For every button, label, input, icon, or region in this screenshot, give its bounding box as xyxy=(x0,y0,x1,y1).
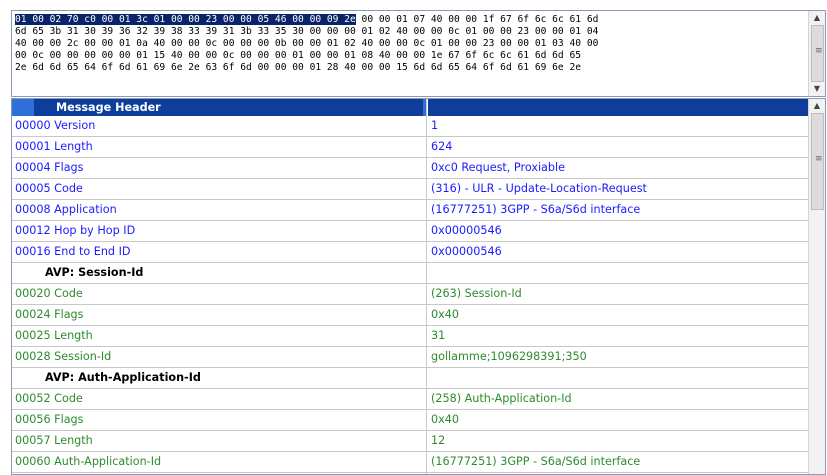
field-name: Version xyxy=(54,119,96,132)
field-name: Auth-Application-Id xyxy=(54,455,162,468)
field-offset: 00005 xyxy=(15,182,51,195)
field-name-cell xyxy=(15,116,424,136)
message-header-label: Message Header xyxy=(34,99,423,116)
hex-bytes: 00 0c 00 00 00 00 00 01 15 40 00 00 0c 00 00 00 01 00 00 01 08 40 00 00 1e 67 6f 6c 6c 61 6d 6d 65 xyxy=(15,50,582,61)
field-value: 12 xyxy=(431,434,446,447)
hex-dump-pane[interactable] xyxy=(11,10,826,97)
field-offset: 00025 xyxy=(15,329,51,342)
field-value: 0xc0 Request, Proxiable xyxy=(431,161,566,174)
field-row[interactable] xyxy=(12,137,808,158)
field-offset: 00004 xyxy=(15,161,51,174)
field-offset: 00020 xyxy=(15,287,51,300)
scroll-up-arrow-icon[interactable]: ▲ xyxy=(813,101,821,110)
field-name-cell xyxy=(15,410,424,430)
scrollbar-thumb[interactable] xyxy=(811,25,824,82)
field-name-cell xyxy=(15,326,424,346)
hex-selection[interactable]: 01 00 02 70 c0 00 01 3c 01 00 00 23 00 00 05 46 00 00 09 2e xyxy=(15,14,356,25)
field-name: Length xyxy=(54,140,93,153)
field-value: gollamme;1096298391;350 xyxy=(431,350,587,363)
avp-group-row[interactable] xyxy=(12,368,808,389)
field-name: Code xyxy=(54,182,83,195)
field-name: End to End ID xyxy=(54,245,131,258)
field-name-cell xyxy=(15,200,424,220)
field-value: 31 xyxy=(431,329,446,342)
hex-bytes: 00 00 01 07 40 00 00 1f 67 6f 6c 6c 61 6d xyxy=(355,14,599,25)
message-header-row[interactable] xyxy=(12,99,808,116)
hex-line[interactable] xyxy=(15,38,807,50)
field-name: Code xyxy=(54,287,83,300)
hex-line[interactable] xyxy=(15,14,807,26)
avp-group-label: AVP: Auth-Application-Id xyxy=(45,371,201,384)
field-offset: 00060 xyxy=(15,455,51,468)
hex-bytes: 2e 6d 6d 65 64 6f 6d 61 69 6e 2e 63 6f 6d 00 00 00 01 28 40 00 00 15 6d 6d 65 64 6f 6d 61 69 6e 2e xyxy=(15,62,582,73)
field-offset: 00024 xyxy=(15,308,51,321)
field-value: 0x40 xyxy=(431,308,459,321)
field-value: 624 xyxy=(431,140,453,153)
field-name: Code xyxy=(54,392,83,405)
scrollbar-grip-icon: ≡ xyxy=(815,46,823,56)
field-name-cell xyxy=(15,347,424,367)
field-name: Flags xyxy=(54,161,84,174)
field-value: (16777251) 3GPP - S6a/S6d interface xyxy=(431,203,641,216)
field-name: Length xyxy=(54,434,93,447)
field-name-cell xyxy=(15,305,424,325)
field-row[interactable] xyxy=(12,179,808,200)
hex-line[interactable] xyxy=(15,62,807,74)
field-row[interactable] xyxy=(12,389,808,410)
avp-group-label: AVP: Session-Id xyxy=(45,266,144,279)
field-name-cell xyxy=(15,389,424,409)
hex-bytes: 40 00 00 2c 00 00 01 0a 40 00 00 0c 00 00 00 0b 00 00 01 02 40 00 00 0c 01 00 00 23 00 00 01 03 40 00 xyxy=(15,38,599,49)
avp-group-row[interactable] xyxy=(12,263,808,284)
field-row[interactable] xyxy=(12,242,808,263)
field-row[interactable] xyxy=(12,347,808,368)
field-offset: 00056 xyxy=(15,413,51,426)
hex-line[interactable] xyxy=(15,26,807,38)
field-name-cell xyxy=(15,158,424,178)
field-name-cell xyxy=(15,452,424,472)
field-name: Hop by Hop ID xyxy=(54,224,136,237)
field-value: 0x40 xyxy=(431,413,459,426)
field-value: (16777251) 3GPP - S6a/S6d interface xyxy=(431,455,641,468)
scroll-up-arrow-icon[interactable]: ▲ xyxy=(813,13,821,22)
field-row[interactable] xyxy=(12,158,808,179)
field-name: Length xyxy=(54,329,93,342)
field-value: 1 xyxy=(431,119,439,132)
field-name-cell xyxy=(15,179,424,199)
tree-scrollbar[interactable] xyxy=(808,99,825,474)
field-name-cell xyxy=(15,284,424,304)
field-value: (258) Auth-Application-Id xyxy=(431,392,572,405)
scroll-down-arrow-icon[interactable]: ▼ xyxy=(813,84,821,93)
scrollbar-thumb[interactable] xyxy=(811,113,824,210)
field-row[interactable] xyxy=(12,284,808,305)
field-offset: 00052 xyxy=(15,392,51,405)
field-offset: 00016 xyxy=(15,245,51,258)
field-name: Session-Id xyxy=(54,350,112,363)
field-offset: 00028 xyxy=(15,350,51,363)
hex-bytes: 6d 65 3b 31 30 39 36 32 39 38 33 39 31 3b 33 35 30 00 00 00 01 02 40 00 00 0c 01 00 00 23 00 00 01 04 xyxy=(15,26,599,37)
hex-dump-lines xyxy=(15,14,807,74)
field-value: 0x00000546 xyxy=(431,224,502,237)
field-offset: 00057 xyxy=(15,434,51,447)
field-row[interactable] xyxy=(12,116,808,137)
field-row[interactable] xyxy=(12,326,808,347)
hex-line[interactable] xyxy=(15,50,807,62)
field-name: Application xyxy=(54,203,117,216)
field-name-cell xyxy=(15,221,424,241)
field-row[interactable] xyxy=(12,431,808,452)
field-offset: 00008 xyxy=(15,203,51,216)
field-name: Flags xyxy=(54,308,84,321)
hex-scrollbar[interactable] xyxy=(808,11,825,96)
field-offset: 00000 xyxy=(15,119,51,132)
message-header-value-cell xyxy=(426,99,808,116)
column-separator xyxy=(426,99,427,474)
field-row[interactable] xyxy=(12,452,808,473)
field-row[interactable] xyxy=(12,410,808,431)
field-value: 0x00000546 xyxy=(431,245,502,258)
decode-tree-pane[interactable] xyxy=(11,98,826,475)
scrollbar-grip-icon: ≡ xyxy=(815,154,823,164)
field-row[interactable] xyxy=(12,221,808,242)
field-offset: 00012 xyxy=(15,224,51,237)
field-offset: 00001 xyxy=(15,140,51,153)
field-name: Flags xyxy=(54,413,84,426)
field-value: (263) Session-Id xyxy=(431,287,522,300)
field-name-cell xyxy=(15,431,424,451)
field-name-cell xyxy=(15,137,424,157)
field-row[interactable] xyxy=(12,200,808,221)
field-value: (316) - ULR - Update-Location-Request xyxy=(431,182,647,195)
field-row[interactable] xyxy=(12,305,808,326)
field-name-cell xyxy=(15,242,424,262)
